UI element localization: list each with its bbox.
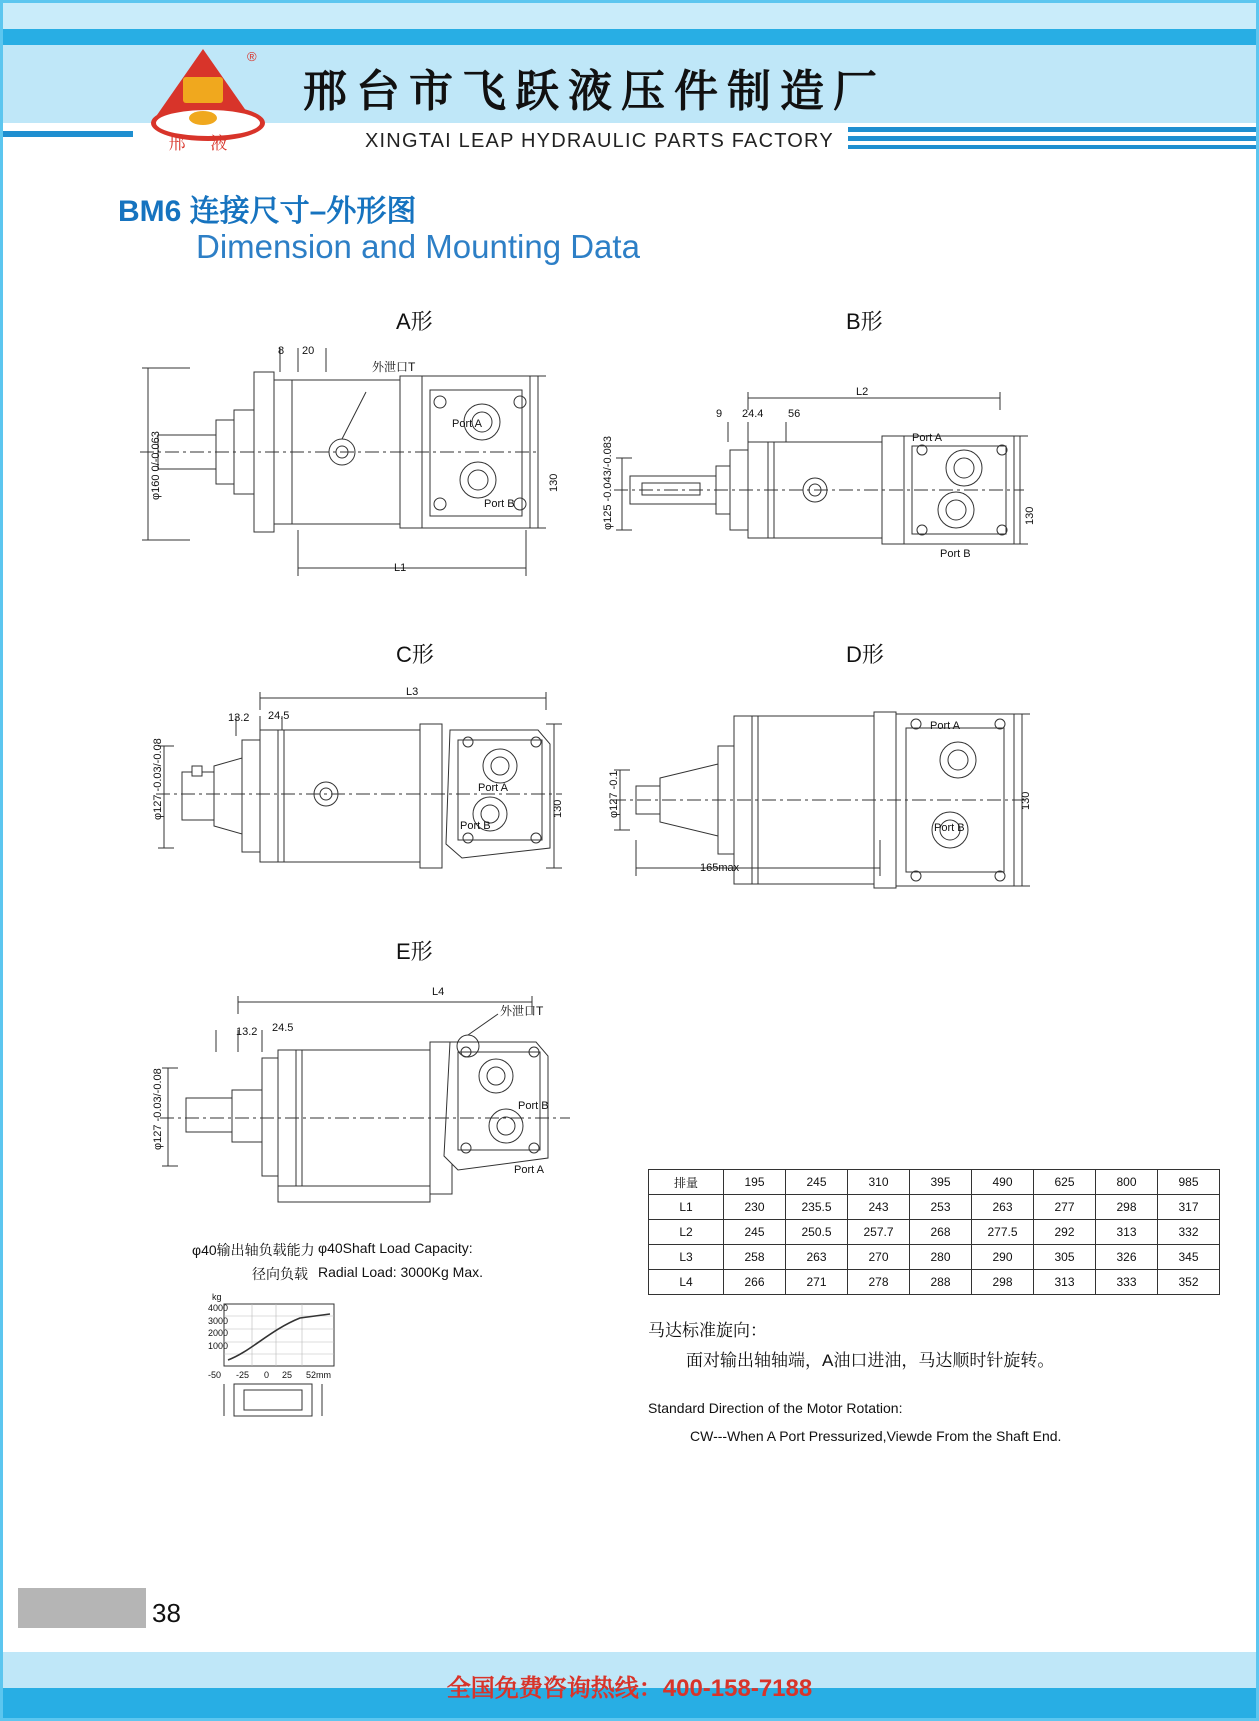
figure-b-dim-56: 56 xyxy=(788,408,801,420)
table-cell: 280 xyxy=(910,1245,972,1270)
table-cell: 245 xyxy=(724,1220,786,1245)
rotation-body-cn: 面对输出轴轴端，A油口进油，马达顺时针旋转。 xyxy=(686,1351,1055,1370)
figure-c-drawing xyxy=(150,680,580,880)
capacity-xtick-0: 0 xyxy=(264,1370,270,1380)
table-cell: 317 xyxy=(1158,1195,1220,1220)
table-row xyxy=(649,1245,1220,1270)
figure-e-dim-l4: L4 xyxy=(432,986,445,998)
dimension-table xyxy=(648,1169,1220,1295)
figure-e-port-b-label: Port B xyxy=(518,1100,549,1112)
mountain-inner-icon xyxy=(183,77,223,103)
table-header-cell: 310 xyxy=(848,1170,910,1195)
table-row xyxy=(649,1270,1220,1295)
figure-e-dim-245: 24.5 xyxy=(272,1022,294,1034)
page-title-cn: BM6 连接尺寸–外形图 xyxy=(118,195,417,228)
table-cell: 271 xyxy=(786,1270,848,1295)
rotation-title-en: Standard Direction of the Motor Rotation: xyxy=(648,1400,903,1416)
table-cell: 333 xyxy=(1096,1270,1158,1295)
table-cell: 243 xyxy=(848,1195,910,1220)
table-cell: 253 xyxy=(910,1195,972,1220)
figure-b-drawing xyxy=(600,380,1040,590)
figure-c-label: C形 xyxy=(396,642,434,667)
figure-c-dim-245: 24.5 xyxy=(268,710,290,722)
figure-a-shaft-dim: φ160 0/-0.063 xyxy=(150,431,162,500)
capacity-ytick-4000: 4000 xyxy=(208,1303,229,1313)
capacity-ytick-3000: 3000 xyxy=(208,1316,229,1326)
page-title-en: Dimension and Mounting Data xyxy=(196,228,640,265)
table-row xyxy=(649,1195,1220,1220)
figure-d-shaft-dim: φ127 -0.1 xyxy=(608,770,620,818)
capacity-xtick-neg25: -25 xyxy=(236,1370,250,1380)
figure-a-dim-l1: L1 xyxy=(394,562,407,574)
figure-b-dim-244: 24.4 xyxy=(742,408,764,420)
table-cell: 298 xyxy=(1096,1195,1158,1220)
figure-e-leak-port-label: 外泄口T xyxy=(500,1004,544,1018)
table-header-cell: 490 xyxy=(972,1170,1034,1195)
table-cell: 235.5 xyxy=(786,1195,848,1220)
company-name-en: XINGTAI LEAP HYDRAULIC PARTS FACTORY xyxy=(365,130,834,152)
capacity-en-line2: Radial Load: 3000Kg Max. xyxy=(318,1264,483,1280)
header-left-dash xyxy=(3,131,133,137)
page-header xyxy=(3,3,1256,163)
table-cell: 326 xyxy=(1096,1245,1158,1270)
page-number-background xyxy=(18,1588,146,1628)
page-number: 38 xyxy=(152,1598,181,1628)
table-cell: 266 xyxy=(724,1270,786,1295)
figure-e-dim-132: 13.2 xyxy=(236,1026,258,1038)
table-cell: 257.7 xyxy=(848,1220,910,1245)
table-cell: 345 xyxy=(1158,1245,1220,1270)
figure-a-dim-130: 130 xyxy=(548,473,560,492)
table-header-cell: 245 xyxy=(786,1170,848,1195)
capacity-xtick-neg50: -50 xyxy=(208,1370,222,1380)
figure-b-port-b-label: Port B xyxy=(940,548,971,560)
figure-b-port-a-label: Port A xyxy=(912,432,942,444)
table-cell: L3 xyxy=(649,1245,724,1270)
figure-d-label: D形 xyxy=(846,642,884,667)
figure-c-dim-l3: L3 xyxy=(406,686,419,698)
header-left-block xyxy=(3,123,133,163)
table-header-cell: 625 xyxy=(1034,1170,1096,1195)
capacity-ytick-2000: 2000 xyxy=(208,1328,229,1338)
table-cell: 277.5 xyxy=(972,1220,1034,1245)
figure-c-port-b-label: Port B xyxy=(460,820,491,832)
figure-e-label: E形 xyxy=(396,939,433,964)
figure-d-dim-165max: 165max xyxy=(700,862,740,874)
figure-a-port-b-label: Port B xyxy=(484,498,515,510)
capacity-cn-line1: φ40输出轴负载能力 xyxy=(192,1242,315,1258)
figure-a-drawing xyxy=(130,340,600,590)
table-header-cell: 排量 xyxy=(649,1170,724,1195)
figure-a-label: A形 xyxy=(396,309,433,334)
figure-b-dim-130: 130 xyxy=(1024,506,1036,525)
figure-b-dim-9: 9 xyxy=(716,408,723,420)
table-cell: 290 xyxy=(972,1245,1034,1270)
table-cell: L2 xyxy=(649,1220,724,1245)
figure-d-dim-130: 130 xyxy=(1020,791,1032,810)
company-logo xyxy=(143,43,263,153)
table-cell: 313 xyxy=(1034,1270,1096,1295)
table-cell: L1 xyxy=(649,1195,724,1220)
figure-d-port-b-label: Port B xyxy=(934,822,965,834)
figure-a-dim-20: 20 xyxy=(302,345,315,357)
table-header-row xyxy=(649,1170,1220,1195)
figure-e-port-a-label: Port A xyxy=(514,1164,544,1176)
table-cell: 313 xyxy=(1096,1220,1158,1245)
table-cell: L4 xyxy=(649,1270,724,1295)
footer-hotline: 全国免费咨询热线：400-158-7188 xyxy=(446,1675,813,1702)
table-header-cell: 195 xyxy=(724,1170,786,1195)
figure-b-label: B形 xyxy=(846,309,883,334)
table-cell: 230 xyxy=(724,1195,786,1220)
figure-a-dim-8: 8 xyxy=(278,345,285,357)
table-cell: 292 xyxy=(1034,1220,1096,1245)
ellipse-dot-icon xyxy=(189,111,217,125)
table-cell: 268 xyxy=(910,1220,972,1245)
table-cell: 250.5 xyxy=(786,1220,848,1245)
capacity-ytick-1000: 1000 xyxy=(208,1341,229,1351)
logo-label: 邢 液 xyxy=(168,134,238,153)
figure-c-dim-132: 13.2 xyxy=(228,712,250,724)
figure-a-leak-port-label: 外泄口T xyxy=(372,360,416,374)
table-row xyxy=(649,1220,1220,1245)
table-cell: 332 xyxy=(1158,1220,1220,1245)
table-cell: 258 xyxy=(724,1245,786,1270)
header-right-dashes xyxy=(848,127,1256,149)
figure-a-port-a-label: Port A xyxy=(452,418,482,430)
capacity-chart-unit: kg xyxy=(212,1292,222,1302)
table-cell: 263 xyxy=(972,1195,1034,1220)
figure-c-dim-130: 130 xyxy=(552,799,564,818)
figure-c-port-a-label: Port A xyxy=(478,782,508,794)
capacity-xtick-25: 25 xyxy=(282,1370,293,1380)
table-cell: 270 xyxy=(848,1245,910,1270)
table-cell: 263 xyxy=(786,1245,848,1270)
capacity-cn-line2: 径向负载 xyxy=(252,1266,308,1282)
capacity-en-line1: φ40Shaft Load Capacity: xyxy=(318,1240,473,1256)
table-cell: 305 xyxy=(1034,1245,1096,1270)
table-cell: 288 xyxy=(910,1270,972,1295)
rotation-body-en: CW---When A Port Pressurized,Viewde From the Shaft End. xyxy=(690,1428,1062,1444)
company-name-cn: 邢台市飞跃液压件制造厂 xyxy=(303,67,886,116)
table-cell: 277 xyxy=(1034,1195,1096,1220)
figure-c-shaft-dim: φ127 -0.03/-0.08 xyxy=(152,738,164,820)
figure-b-dim-l2: L2 xyxy=(856,386,869,398)
figure-d-drawing xyxy=(600,690,1040,890)
table-header-cell: 395 xyxy=(910,1170,972,1195)
table-header-cell: 985 xyxy=(1158,1170,1220,1195)
capacity-chart xyxy=(210,1292,360,1422)
header-top-stripe xyxy=(3,3,1256,29)
table-cell: 352 xyxy=(1158,1270,1220,1295)
figure-b-shaft-dim: φ125 -0.043/-0.083 xyxy=(602,436,614,530)
registered-icon: ® xyxy=(247,49,257,64)
table-cell: 278 xyxy=(848,1270,910,1295)
table-header-cell: 800 xyxy=(1096,1170,1158,1195)
page-footer xyxy=(3,1652,1256,1718)
table-cell: 298 xyxy=(972,1270,1034,1295)
figure-d-port-a-label: Port A xyxy=(930,720,960,732)
rotation-title-cn: 马达标准旋向： xyxy=(648,1321,767,1340)
capacity-xtick-52mm: 52mm xyxy=(306,1370,332,1380)
figure-e-shaft-dim: φ127 -0.03/-0.08 xyxy=(152,1068,164,1150)
